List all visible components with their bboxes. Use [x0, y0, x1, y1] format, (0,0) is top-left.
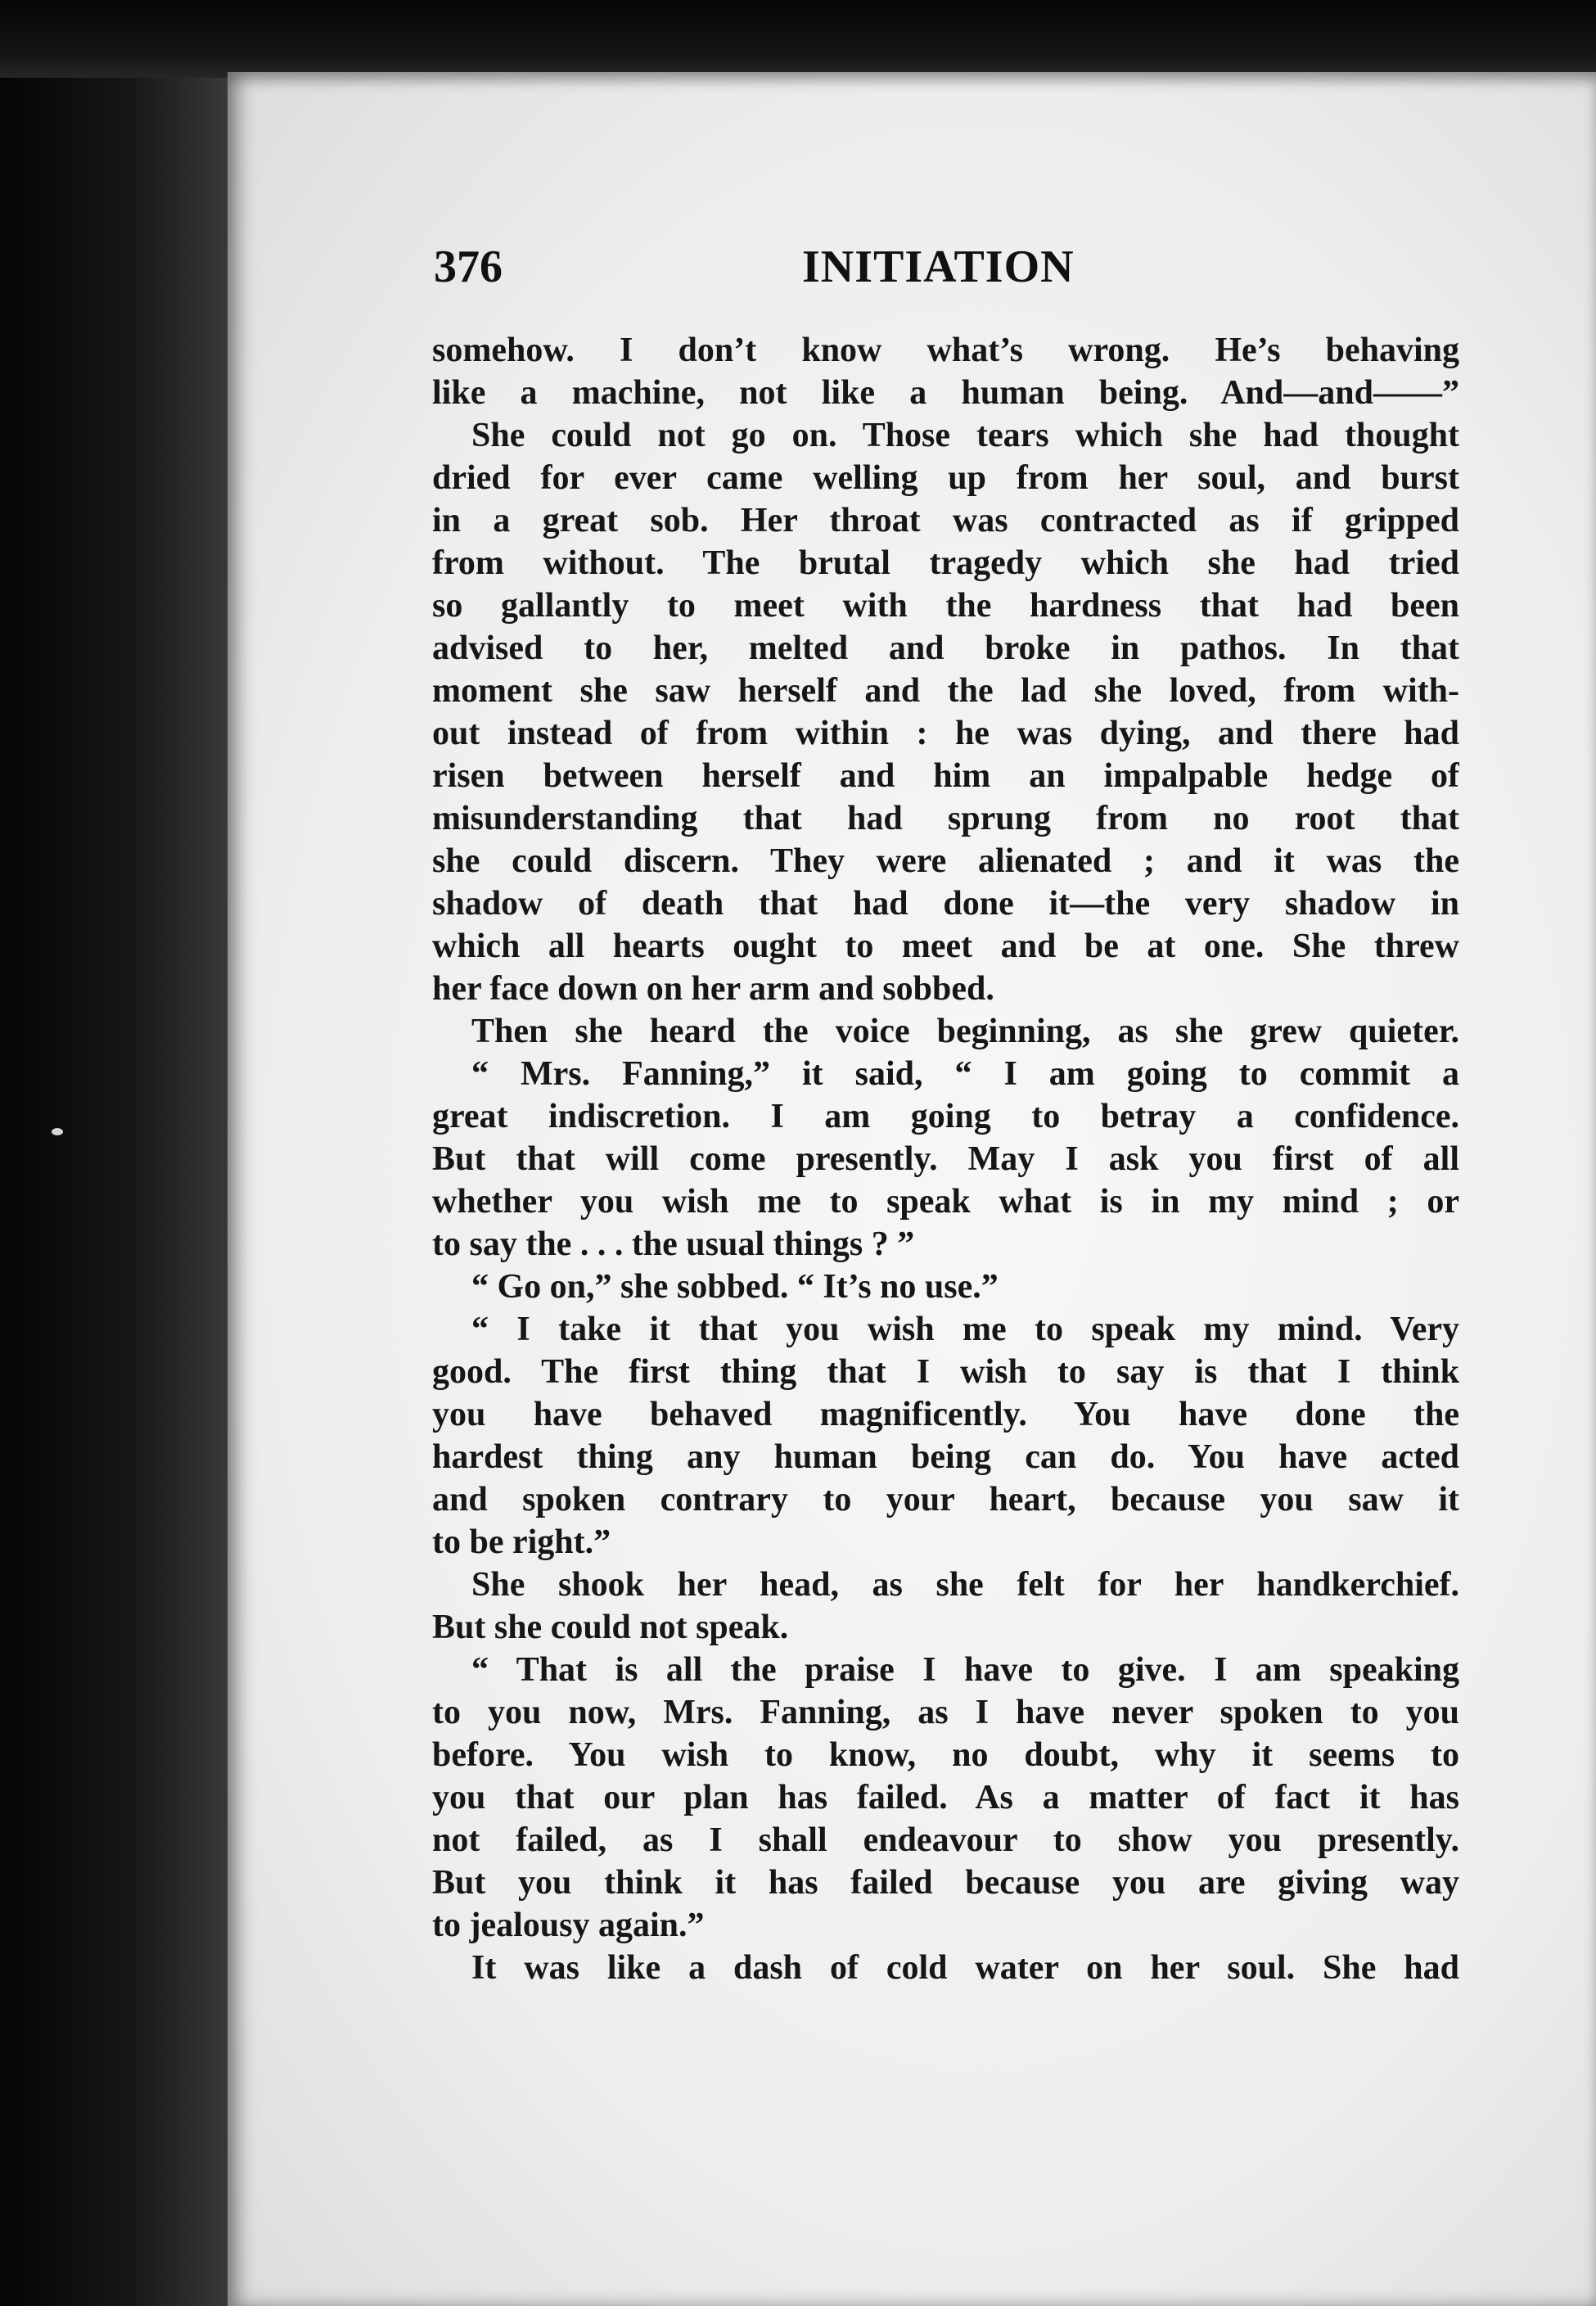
text-line: you that our plan has failed. As a matter of fact it has — [432, 1779, 1459, 1816]
text-line: But that will come presently. May I ask you first of all — [432, 1140, 1459, 1178]
text-line: from without. The brutal tragedy which she had tried — [432, 544, 1459, 582]
running-title: INITIATION — [802, 241, 1075, 292]
text-line: in a great sob. Her throat was contracted as if gripped — [432, 502, 1459, 539]
text-line: good. The first thing that I wish to say is that I think — [432, 1353, 1459, 1391]
text-line: you have behaved magnificently. You have done the — [432, 1396, 1459, 1433]
text-line: risen between herself and him an impalpable hedge of — [432, 757, 1459, 795]
text-line: moment she saw herself and the lad she loved, from with- — [432, 672, 1459, 710]
text-line: advised to her, melted and broke in pathos. In that — [432, 630, 1459, 667]
text-line: “ I take it that you wish me to speak my mind. Very — [471, 1311, 1459, 1348]
scanner-top-border — [0, 0, 1596, 78]
text-line: to you now, Mrs. Fanning, as I have never spoken to you — [432, 1694, 1459, 1731]
text-line: shadow of death that had done it—the very shadow in — [432, 885, 1459, 923]
text-line: “ That is all the praise I have to give. I am speaking — [471, 1651, 1459, 1689]
text-line: She could not go on. Those tears which she had thought — [471, 417, 1459, 454]
page-number: 376 — [434, 241, 503, 292]
text-line: to say the . . . the usual things ? ” — [432, 1225, 915, 1263]
running-head — [434, 237, 1473, 296]
body-text — [432, 329, 1459, 1989]
text-line: “ Mrs. Fanning,” it said, “ I am going to commit a — [471, 1055, 1459, 1093]
text-line: she could discern. They were alienated ; and it was the — [432, 842, 1459, 880]
text-line: somehow. I don’t know what’s wrong. He’s behaving — [432, 332, 1459, 369]
text-line: not failed, as I shall endeavour to show you presently. — [432, 1821, 1459, 1859]
text-line: to be right.” — [432, 1523, 611, 1561]
text-line: like a machine, not like a human being. And—and——” — [432, 374, 1459, 412]
scan-speck — [52, 1128, 63, 1135]
text-line: She shook her head, as she felt for her handkerchief. — [471, 1566, 1459, 1604]
text-line: out instead of from within : he was dying, and there had — [432, 715, 1459, 752]
text-line: “ Go on,” she sobbed. “ It’s no use.” — [471, 1268, 999, 1306]
text-line: her face down on her arm and sobbed. — [432, 970, 994, 1008]
text-line: and spoken contrary to your heart, because you saw it — [432, 1481, 1459, 1519]
text-line: misunderstanding that had sprung from no root that — [432, 800, 1459, 837]
text-line: whether you wish me to speak what is in my mind ; or — [432, 1183, 1459, 1221]
text-line: great indiscretion. I am going to betray a confidence. — [432, 1098, 1459, 1135]
text-line: so gallantly to meet with the hardness that had been — [432, 587, 1459, 625]
text-line: before. You wish to know, no doubt, why it seems to — [432, 1736, 1459, 1774]
text-line: hardest thing any human being can do. You have acted — [432, 1438, 1459, 1476]
text-line: which all hearts ought to meet and be at one. She threw — [432, 927, 1459, 965]
book-spine-shadow — [0, 0, 233, 2306]
text-line: dried for ever came welling up from her soul, and burst — [432, 459, 1459, 497]
text-line: Then she heard the voice beginning, as she grew quieter. — [471, 1013, 1459, 1050]
text-line: But you think it has failed because you are giving way — [432, 1864, 1459, 1902]
text-line: It was like a dash of cold water on her soul. She had — [471, 1949, 1459, 1987]
text-line: But she could not speak. — [432, 1609, 789, 1646]
text-line: to jealousy again.” — [432, 1907, 705, 1944]
